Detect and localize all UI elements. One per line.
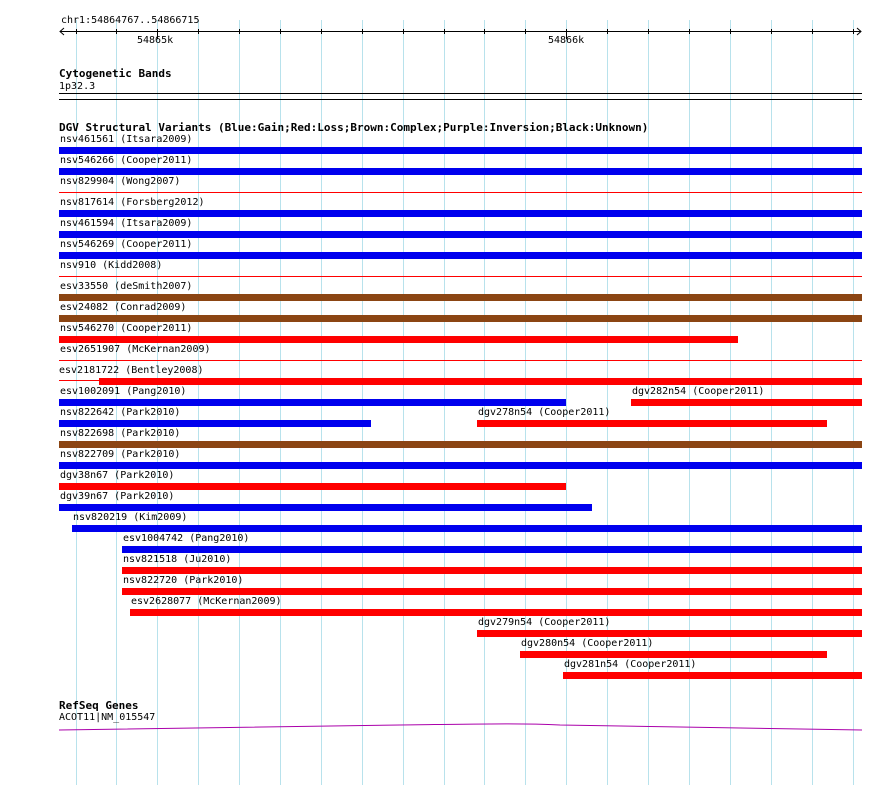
dgv-feature-label[interactable]: dgv280n54 (Cooper2011) bbox=[521, 638, 654, 649]
dgv-feature-loss[interactable] bbox=[59, 360, 862, 361]
dgv-feature-label[interactable]: nsv461594 (Itsara2009) bbox=[60, 218, 193, 229]
refseq-gene-feature[interactable] bbox=[0, 718, 890, 734]
dgv-track-title[interactable]: DGV Structural Variants (Blue:Gain;Red:Loss;Brown:Complex;Purple:Inversion;Black:Unknown) bbox=[59, 121, 649, 134]
dgv-feature-label[interactable]: esv1004742 (Pang2010) bbox=[123, 533, 250, 544]
dgv-feature-gain[interactable] bbox=[59, 168, 862, 175]
dgv-feature-label[interactable]: nsv820219 (Kim2009) bbox=[73, 512, 188, 523]
dgv-feature-complex[interactable] bbox=[59, 315, 862, 322]
dgv-feature-gain[interactable] bbox=[59, 210, 862, 217]
cytoband-bar-top bbox=[59, 93, 862, 94]
ruler-tick-label-54865k: 54865k bbox=[137, 35, 174, 46]
dgv-feature-loss[interactable] bbox=[130, 609, 862, 616]
dgv-feature-label[interactable]: esv2181722 (Bentley2008) bbox=[59, 365, 204, 376]
dgv-feature-label[interactable]: esv33550 (deSmith2007) bbox=[60, 281, 193, 292]
dgv-feature-loss[interactable] bbox=[59, 483, 566, 490]
dgv-feature-label[interactable]: dgv279n54 (Cooper2011) bbox=[478, 617, 611, 628]
ruler-tick-label-54866k: 54866k bbox=[548, 35, 585, 46]
refseq-track-title[interactable]: RefSeq Genes bbox=[59, 699, 139, 712]
dgv-feature-label[interactable]: nsv822720 (Park2010) bbox=[123, 575, 244, 586]
refseq-gene-label[interactable]: ACOT11|NM_015547 bbox=[59, 712, 156, 723]
dgv-feature-gain[interactable] bbox=[59, 147, 862, 154]
dgv-feature-label[interactable]: nsv822642 (Park2010) bbox=[60, 407, 181, 418]
dgv-feature-label[interactable]: esv2651907 (McKernan2009) bbox=[60, 344, 211, 355]
dgv-feature-label[interactable]: nsv546270 (Cooper2011) bbox=[60, 323, 193, 334]
dgv-feature-label[interactable]: nsv829904 (Wong2007) bbox=[60, 176, 181, 187]
dgv-feature-label[interactable]: dgv38n67 (Park2010) bbox=[60, 470, 175, 481]
dgv-feature-label[interactable]: nsv822698 (Park2010) bbox=[60, 428, 181, 439]
dgv-feature-gain[interactable] bbox=[59, 252, 862, 259]
cytoband-track-title[interactable]: Cytogenetic Bands bbox=[59, 67, 172, 80]
dgv-feature-gain[interactable] bbox=[59, 231, 862, 238]
dgv-feature-loss[interactable] bbox=[59, 192, 862, 193]
dgv-feature-label[interactable]: esv2628077 (McKernan2009) bbox=[131, 596, 282, 607]
dgv-feature-label[interactable]: esv1002091 (Pang2010) bbox=[60, 386, 187, 397]
dgv-feature-gain[interactable] bbox=[59, 420, 371, 427]
refseq-gene-line[interactable] bbox=[59, 724, 862, 730]
dgv-feature-loss[interactable] bbox=[59, 336, 738, 343]
dgv-feature-loss[interactable] bbox=[563, 672, 862, 679]
dgv-feature-label[interactable]: dgv282n54 (Cooper2011) bbox=[632, 386, 765, 397]
dgv-feature-connector bbox=[59, 380, 99, 381]
dgv-feature-loss[interactable] bbox=[631, 399, 862, 406]
dgv-feature-label[interactable]: dgv39n67 (Park2010) bbox=[60, 491, 175, 502]
dgv-feature-loss[interactable] bbox=[59, 276, 862, 277]
dgv-feature-label[interactable]: nsv910 (Kidd2008) bbox=[60, 260, 163, 271]
dgv-feature-loss[interactable] bbox=[99, 378, 862, 385]
dgv-feature-label[interactable]: nsv546269 (Cooper2011) bbox=[60, 239, 193, 250]
dgv-feature-gain[interactable] bbox=[59, 504, 592, 511]
dgv-feature-label[interactable]: nsv822709 (Park2010) bbox=[60, 449, 181, 460]
dgv-feature-loss[interactable] bbox=[520, 651, 827, 658]
dgv-feature-complex[interactable] bbox=[59, 441, 862, 448]
dgv-feature-label[interactable]: esv24082 (Conrad2009) bbox=[60, 302, 187, 313]
dgv-feature-label[interactable]: nsv821518 (Ju2010) bbox=[123, 554, 232, 565]
dgv-feature-loss[interactable] bbox=[122, 588, 862, 595]
dgv-feature-label[interactable]: nsv461561 (Itsara2009) bbox=[60, 134, 193, 145]
cytoband-label[interactable]: 1p32.3 bbox=[59, 81, 96, 92]
cytoband-bar-bottom bbox=[59, 99, 862, 100]
dgv-feature-gain[interactable] bbox=[122, 546, 862, 553]
dgv-feature-gain[interactable] bbox=[59, 399, 566, 406]
dgv-feature-gain[interactable] bbox=[72, 525, 862, 532]
dgv-feature-loss[interactable] bbox=[477, 630, 862, 637]
dgv-feature-label[interactable]: dgv281n54 (Cooper2011) bbox=[564, 659, 697, 670]
dgv-feature-label[interactable]: dgv278n54 (Cooper2011) bbox=[478, 407, 611, 418]
dgv-feature-loss[interactable] bbox=[477, 420, 827, 427]
dgv-feature-label[interactable]: nsv817614 (Forsberg2012) bbox=[60, 197, 205, 208]
dgv-feature-complex[interactable] bbox=[59, 294, 862, 301]
ruler-coordinates: chr1:54864767..54866715 bbox=[61, 15, 200, 26]
dgv-feature-loss[interactable] bbox=[122, 567, 862, 574]
dgv-feature-gain[interactable] bbox=[59, 462, 862, 469]
dgv-feature-label[interactable]: nsv546266 (Cooper2011) bbox=[60, 155, 193, 166]
